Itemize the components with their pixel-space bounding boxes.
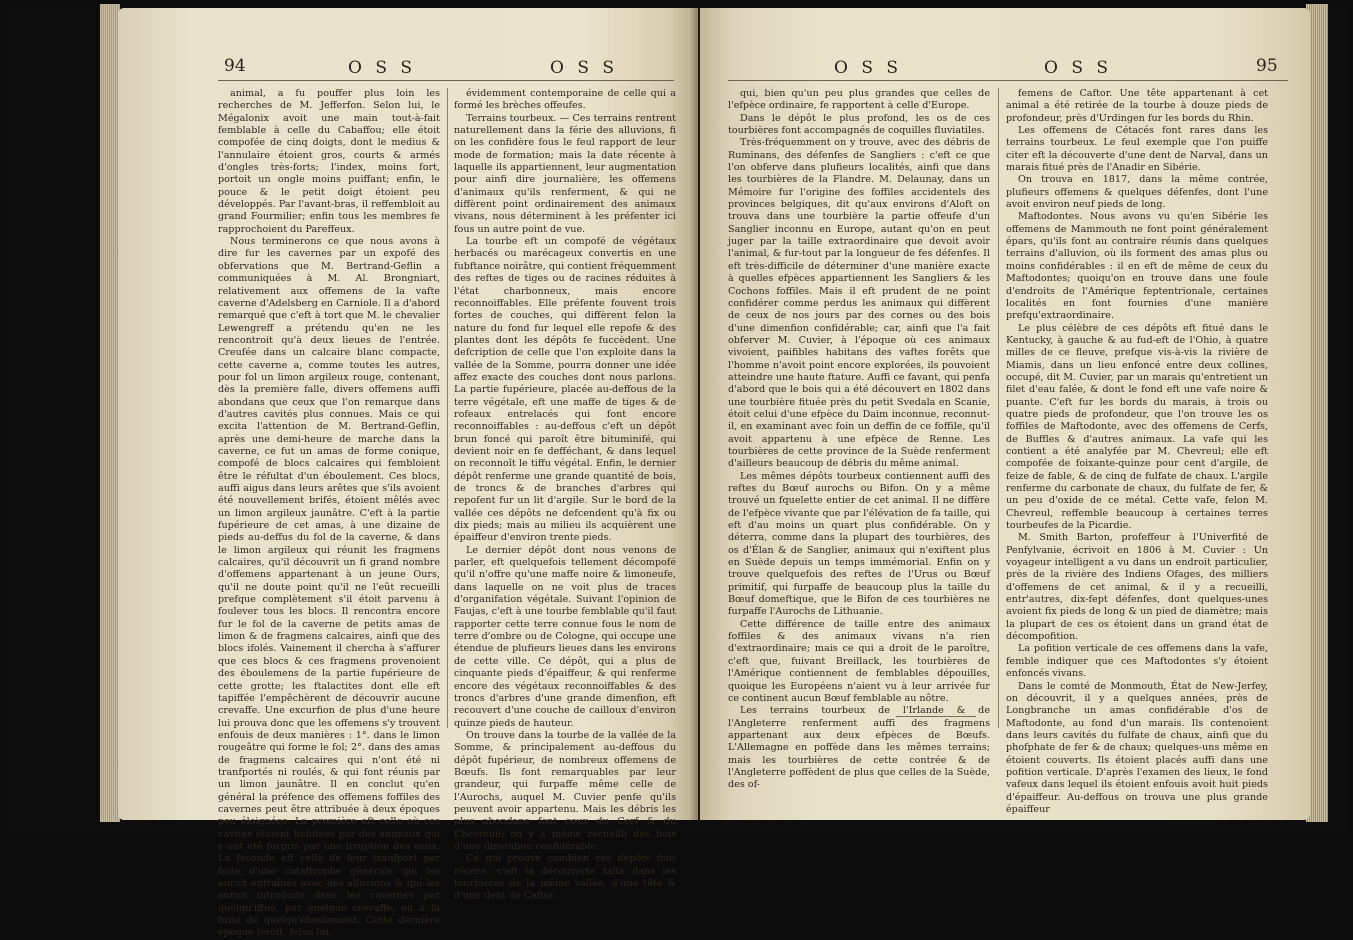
right-page-number: 95 <box>1256 56 1278 76</box>
paragraph: On trouve dans la tourbe de la vallée de la Somme, & principalement au-deffous du dépôt fupérieur, de nombreux offemens de Bœufs. Ils font remarquables par leur grandeur, qui furpaffe même celle de l'Aurochs, auquel M. Cuvier penfe qu'ils peuvent avoir appartenu. Mais les débris les plus abondans font ceux du Cerf & du Chevreuil; on y a même recueilli des bois d'une dimenfion confidérable. <box>454 729 676 852</box>
paragraph: Les offemens de Cétacés font rares dans les terrains tourbeux. Le feul exemple que l'on puiffe citer eft la découverte d'une dent de Narval, dans un marais fitué près de l'Anadir en Sibérie. <box>1006 125 1268 174</box>
paragraph: La tourbe eft un compofé de végétaux herbacés ou marécageux convertis en une fubftance noirâtre, qui contient fréquemment des reftes de tiges ou de racines réduites à l'état charbonneux, mais encore reconnoiffables. Elle préfente fouvent trois fortes de couches, qui diffèrent felon la nature du fond fur lequel elle repofe & des plantes dont les dépôts fe fuccèdent. Une defcription de celle que l'on exploite dans la vallée de la Somme, pourra donner une idée affez exacte des couches dont nous parlons. La partie fupérieure, placée au-deffous de la terre végétale, eft une maffe de tiges & de rofeaux entrelacés qui font encore reconnoiffables : au-deffous c'eft un dépôt brun foncé qui paroît être bituminifé, qui devient noir en fe defféchant, & dans lequel on reconnoît le tiffu végétal. Enfin, le dernier dépôt renferme une grande quantité de bois, de troncs & de branches d'arbres qui repofent fur un lit d'argile. Sur le bord de la vallée ces dépôts ne defcendent qu'à fix ou dix pieds; mais au milieu ils acquièrent une épaiffeur d'environ trente pieds. <box>454 236 676 544</box>
paragraph: M. Smith Barton, profeffeur à l'Univerfité de Penfylvanie, écrivoit en 1806 à M. Cuvier : Un voyageur intelligent a vu dans un endroit particulier, près de la rivière des Indiens Ofages, des milliers d'offemens de cet animal, & il y a recueilli, entr'autres, dix-fept défenfes, dont quelques-unes avoient fix pieds de long & un pied de diamètre; mais la plupart de ces os étoient dans un grand état de décompofition. <box>1006 532 1268 643</box>
paragraph: femens de Caftor. Une tête appartenant à cet animal a été retirée de la tourbe à douze pieds de profondeur, près d'Urdingen fur les bords du Rhin. <box>1006 88 1268 124</box>
right-column-2 <box>1006 88 1268 815</box>
paragraph: Maftodontes. Nous avons vu qu'en Sibérie les offemens de Mammouth ne font point généralement épars, qu'ils font au contraire réunis dans quelques terrains d'alluvion, où ils forment des amas plus ou moins confidérables : il en eft de même de ceux du Maftodontes; quoiqu'on en trouve dans une foule d'endroits de l'Amérique feptentrionale, certaines localités en font fournies d'une manière prefqu'extraordinaire. <box>1006 211 1268 322</box>
right-column-divider <box>998 88 999 728</box>
right-column-1 <box>728 88 990 791</box>
left-column-divider <box>447 88 448 728</box>
left-page <box>118 8 698 939</box>
right-page <box>700 8 1310 820</box>
paragraph: La pofition verticale de ces offemens dans la vafe, femble indiquer que ces Maftodontes s'y étoient enfoncés vivans. <box>1006 643 1268 680</box>
paragraph: Cette différence de taille entre des animaux foffiles & des animaux vivans n'a rien d'extraordinaire; mais ce qui a droit de le paroître, c'eft que, fuivant Breillack, les tourbières de l'Amérique contiennent de femblables dépouilles, quoique les Européens n'aient vu à leur arrivée fur ce continent aucun Bœuf femblable au nôtre. <box>728 618 990 704</box>
paragraph: Les terrains tourbeux de l'Irlande & de l'Angleterre renferment auffi des fragmens appartenant aux deux efpèces de Bœufs. L'Allemagne en poffède dans les mêmes terrains; mais les tourbières de cette contrée & de l'Angleterre poffèdent de plus que celles de la Suède, des of- <box>728 705 990 791</box>
paragraph: Le dernier dépôt dont nous venons de parler, eft quelquefois tellement décompofé qu'il n'offre qu'une maffe noire & limoneufe, dans laquelle on ne voit plus de traces d'organifation végétale. Suivant l'opinion de Faujas, c'eft à une tourbe femblable qu'il faut rapporter cette terre connue fous le nom de terre d'ombre ou de Cologne, qui occupe une étendue de plufieurs lieues dans les environs de cette ville. Ce dépôt, qui a plus de cinquante pieds d'épaiffeur, & qui renferme encore des végétaux reconnoiffables & des troncs d'arbres d'une grande dimenfion, eft recouvert d'une couche de cailloux d'environ quinze pieds de hauteur. <box>454 544 676 729</box>
paragraph: Ce qui prouve combien ces dépôts font récens, c'eft la découverte faite dans les tourbières de la même vallée, d'une tête & d'une dent de Caftor, <box>454 853 676 902</box>
paragraph: animal, a fu pouffer plus loin les recherches de M. Jefferfon. Selon lui, le Mégalonix avoit une main tout-à-fait femblable à celle du Cabaffou; elle étoit compofée de cinq doigts, dont le medius & l'annulaire étoient gros, courts & armés d'ongles très-forts; l'index, moins fort, portoit un ongle moins puiffant; enfin, le pouce & le petit doigt étoient peu développés. Par l'avant-bras, il reffembloit au grand Fourmilier; enfin tous les membres fe rapprochoient du Pareffeux. <box>218 88 440 235</box>
paragraph: Terrains tourbeux. — Ces terrains rentrent naturellement dans la férie des alluvions, fi on les confidère fous le feul rapport de leur mode de formation; mais la date récente à laquelle ils appartiennent, leur augmentation pour ainfi dire journalière, les offemens d'animaux qu'ils renferment, & qui ne diffèrent point ordinairement des animaux vivans, nous déterminent à les préfenter ici fous un autre point de vue. <box>454 112 676 235</box>
left-page-number: 94 <box>224 56 246 76</box>
left-running-head-2: O S S <box>550 58 619 78</box>
right-running-head-1: O S S <box>834 58 903 78</box>
left-column-1 <box>218 88 440 939</box>
right-header-rule <box>728 80 1288 81</box>
right-running-head-2: O S S <box>1044 58 1113 78</box>
paragraph: Le plus célèbre de ces dépôts eft fitué dans le Kentucky, à gauche & au fud-eft de l'Ohio, à quatre milles de ce fleuve, prefque vis-à-vis la rivière de Miamis, dans un lieu enfoncé entre deux collines, occupé, dit M. Cuvier, par un marais qu'entretient un filet d'eau falée, & dont le fond eft une vafe noire & puante. C'eft fur les bords du marais, à trois ou quatre pieds de profondeur, que l'on trouve les os foffiles de Maftodonte, avec des offemens de Cerfs, de Buffles & d'autres animaux. La vafe qui les contient a été analyfée par M. Chevreul; elle eft compofée de foixante-quinze pour cent d'argile, de feize de fable, & de cinq de fulfate de chaux. L'argile renferme du carbonate de chaux, du fulfate de fer, & un peu d'oxide de ce métal. Cette vafe, felon M. Chevreul, reffemble beaucoup à certaines terres tourbeufes de la Picardie. <box>1006 322 1268 532</box>
paragraph: Dans le dépôt le plus profond, les os de ces tourbières font accompagnés de coquilles fluviatiles. <box>728 112 990 137</box>
paragraph: Très-fréquemment on y trouve, avec des débris de Ruminans, des défenfes de Sangliers : c'eft ce que l'on obferve dans plufieurs localités, ainfi que dans les tourbières de la Flandre. M. Delaunay, dans un Mémoire fur l'origine des foffiles accidentels des provinces belgiques, dit qu'aux environs d'Aloft on trouva dans une tourbière la partie offeufe d'un Sanglier inconnu en Europe, autant qu'on en peut juger par la taille extraordinaire que devoit avoir l'animal, & fur-tout par la longueur de fes défenfes. Il eft très-difficile de déterminer d'une manière exacte à quelles efpèces appartiennent les Sangliers & les Cochons foffiles. Mais il eft prudent de ne point confidérer comme perdus les animaux qui diffèrent de ceux de nos jours par des cornes ou des bois d'une dimenfion confidérable; car, ainfi que l'a fait obferver M. Cuvier, à l'époque où ces animaux vivoient, paifibles habitans des vaftes forêts que l'homme n'avoit point encore explorées, ils pouvoient atteindre une haute ftature. Auffi ce favant, qui penfa d'abord que le bois qui a été découvert en 1802 dans une tourbière fituée près du petit Svedala en Scanie, étoit celui d'une efpèce du Daim inconnue, reconnut-il, en examinant avec foin un deffin de ce foffile, qu'il avoit appartenu à une efpèce de Renne. Les tourbières de cette province de la Suède renferment d'ailleurs beaucoup de débris du même animal. <box>728 137 990 470</box>
left-running-head-1: O S S <box>348 58 417 78</box>
paragraph: On trouva en 1817, dans la même contrée, plufieurs offemens & quelques défenfes, dont l'une avoit environ neuf pieds de long. <box>1006 174 1268 211</box>
paragraph: Nous terminerons ce que nous avons à dire fur les cavernes par un expofé des obfervations que M. Bertrand-Geflin a communiquées à M. Al. Brongniart, relativement aux offemens de la vafte caverne d'Adelsberg en Carniole. Il a d'abord remarqué que c'eft à tort que M. le chevalier Lewengreff a prétendu qu'en ne les rencontroit qu'à deux lieues de l'entrée. Creufée dans un calcaire blanc compacte, cette caverne a, comme toutes les autres, pour fol un limon argileux rouge, contenant, dès la première falle, divers offemens auffi abondans que ceux que l'on remarque dans d'autres cavités plus connues. Mais ce qui excita l'attention de M. Bertrand-Geflin, après une demi-heure de marche dans la caverne, ce fut un amas de forme conique, compofé de blocs calcaires qui fembloient être le réfultat d'un éboulement. Ces blocs, auffi aigus dans leurs arêtes que s'ils avoient été nouvellement brifés, étoient mêlés avec un limon argileux jaunâtre. C'eft à la partie fupérieure de cet amas, à une dizaine de pieds au-deffus du fol de la caverne, & dans le limon argileux qui réunit les fragmens calcaires, qu'il découvrit un fi grand nombre d'offemens appartenant à un jeune Ours, qu'il ne doute point qu'il ne l'eût recueilli prefque complètement s'il étoit parvenu à foulever tous les blocs. Il rencontra encore fur le fol de la caverne de petits amas de limon & de fragmens calcaires, ainfi que des blocs ifolés. Vainement il chercha à s'affurer que ces blocs & ces fragmens provenoient des éboulemens de la partie fupérieure de cette grotte; les ftalactites dont elle eft tapiffée l'empêchèrent de découvrir aucune crevaffe. Une excurfion de plus d'une heure lui prouva donc que les offemens s'y trouvent enfouis de deux manières : 1°. dans le limon rougeâtre qui forme le fol; 2°. dans des amas de fragmens calcaires qui n'ont été ni tranfportés ni roulés, & qui font réunis par un limon jaunâtre. Il en conclut qu'en général la préfence des offemens foffiles des cavernes peut être attribuée à deux époques peu éloignées. La première eft celle où ces cavités étoient habitées par des animaux qui y ont été furpris par une irruption des eaux. La feconde eft celle de leur tranfport par fuite d'une cataftrophe générale qui les auroit entraînés avec des alluvions & qui les auroit introduits dans les cavernes par quelqu'iffue, par quelque crevaffe, ou à la fuite de quelqu'éboulement. Cette dernière époque feroit, felon lui, <box>218 236 440 939</box>
paragraph: évidemment contemporaine de celle qui a formé les brèches offeufes. <box>454 88 676 112</box>
left-column-2 <box>454 88 676 902</box>
paragraph: Les mêmes dépôts tourbeux contiennent auffi des reftes du Bœuf aurochs ou Bifon. On y a même trouvé un fquelette entier de cet animal. Il ne diffère de l'efpèce vivante que par l'élévation de fa taille, qui eft d'au moins un quart plus confidérable. On y déterra, comme dans la plupart des tourbières, des os d'Élan & de Sanglier, animaux qui n'exiftent plus en Suède depuis un temps immémorial. Enfin on y trouve quelquefois des reftes de l'Urus ou Bœuf primitif, qui furpaffe de beaucoup plus la taille du Bœuf domeftique, que le Bifon de ces tourbières ne furpaffe l'Aurochs de Lithuanie. <box>728 470 990 618</box>
left-page-edges <box>100 4 120 822</box>
end-rule <box>896 716 976 717</box>
left-header-rule <box>218 80 674 81</box>
paragraph: qui, bien qu'un peu plus grandes que celles de l'efpèce ordinaire, fe rapportent à celle d'Europe. <box>728 88 990 112</box>
paragraph: Dans le comté de Monmouth, État de New-Jerfey, on découvrit, il y a quelques années, près de Longbranche un amas confidérable d'os de Maftodonte, au fond d'un marais. Ils contenoient dans leurs cavités du fulfate de chaux, ainfi que du phofphate de fer & de chaux; quelques-uns même en étoient couverts. Ils étoient placés auffi dans une pofition verticale. D'après l'examen des lieux, le fond vafeux dans lequel ils étoient enfouis avoit huit pieds d'épaiffeur. Au-deffous on trouva une plus grande épaiffeur <box>1006 680 1268 815</box>
